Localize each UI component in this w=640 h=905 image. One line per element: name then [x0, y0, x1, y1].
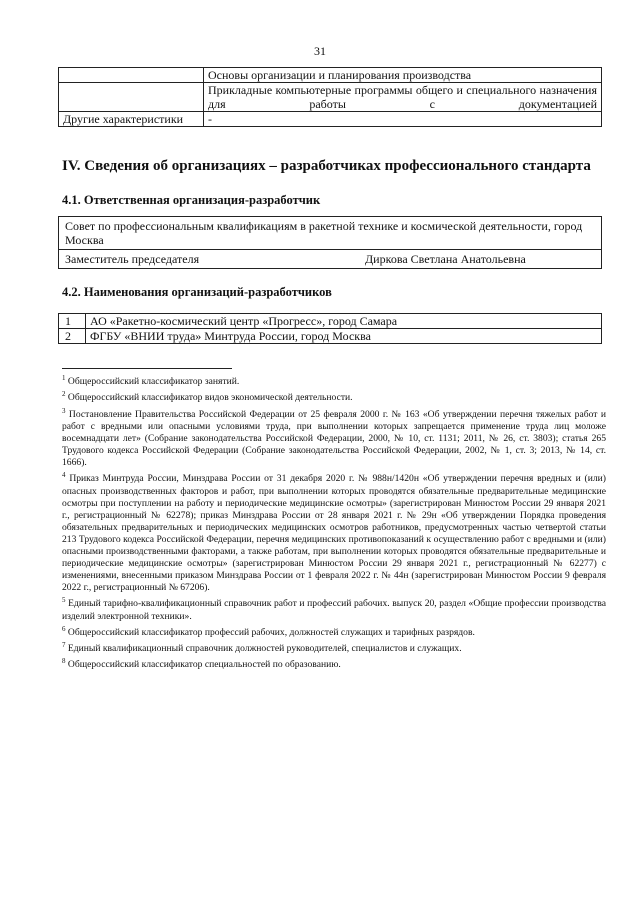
- footnote-number: 2: [62, 390, 66, 399]
- developer-number: 1: [59, 314, 86, 329]
- footnote: [62, 469, 606, 594]
- footnote-number: 7: [62, 641, 66, 649]
- footnote: [62, 639, 606, 655]
- subsection-title-developers: 4.2. Наименования организаций-разработчиков: [62, 285, 332, 299]
- signatory-name: Диркова Светлана Анатольевна: [365, 252, 526, 266]
- qualification-table: [58, 67, 602, 127]
- footnote-text: Общероссийский классификатор профессий рабочих, должностей служащих и тарифных разрядов.: [67, 626, 475, 638]
- row-value: -: [204, 112, 602, 127]
- footnote-divider: [62, 368, 232, 369]
- page-number: 31: [314, 44, 326, 58]
- table-row: [59, 250, 602, 269]
- footnotes: [62, 372, 606, 672]
- table-row: [59, 68, 602, 83]
- table-row: [59, 314, 602, 329]
- signatory: [65, 252, 595, 266]
- org-name: Совет по профессиональным квалификациям в ракетной технике и космической деятельности, город Москва: [59, 217, 602, 250]
- footnote-text: Общероссийский классификатор видов экономической деятельности.: [67, 392, 353, 404]
- footnote-number: 3: [62, 406, 66, 415]
- section-title: IV. Сведения об организациях – разработчиках профессионального стандарта: [62, 158, 591, 174]
- footnote: [62, 594, 606, 622]
- table-row: [59, 83, 602, 112]
- footnote-text: Единый тарифно-квалификационный справочник работ и профессий рабочих. выпуск 20, раздел «Общие профессии производства изделий электронной техники».: [62, 598, 606, 622]
- footnote-number: 1: [62, 374, 66, 382]
- footnote: [62, 405, 606, 470]
- signatory-position: Заместитель председателя: [65, 252, 200, 266]
- footnote-number: 6: [62, 624, 66, 633]
- responsible-org-table: [58, 216, 602, 269]
- footnote-text: Общероссийский классификатор занятий.: [67, 376, 240, 388]
- developer-name: ФГБУ «ВНИИ труда» Минтруда России, город Москва: [86, 329, 602, 344]
- footnote: [62, 655, 606, 671]
- row-label: Другие характеристики: [59, 112, 204, 127]
- row-value: Основы организации и планирования производства: [204, 68, 602, 83]
- footnote-text: Постановление Правительства Российской Федерации от 25 февраля 2000 г. № 163 «Об утверждении перечня тяжелых работ и работ с вредными или опасными условиями труда, при выполнении которых запрещается применение труда лиц моложе восемнадцати лет» (Собрание законодательства Российской Федерации, 2000, № 10, ст. 1131; 2011, № 26, ст. 3803); статья 265 Трудового кодекса Российской Федерации (Собрание законодательства Российской Федерации, 2002, № 1, ст. 3; 2013, № 14, ст. 1666).: [62, 408, 606, 469]
- footnote-text: Единый квалификационный справочник должностей руководителей, специалистов и служащих.: [67, 643, 462, 655]
- footnote-number: 5: [62, 596, 66, 605]
- table-row: [59, 329, 602, 344]
- subsection-title-responsible: 4.1. Ответственная организация-разработчик: [62, 193, 321, 207]
- table-row: [59, 217, 602, 250]
- row-label: [59, 83, 204, 112]
- footnote-number: 8: [62, 657, 66, 666]
- footnote-text: Приказ Минтруда России, Минздрава России от 31 декабря 2020 г. № 988н/1420н «Об утверждении перечня вредных и (или) опасных производственных факторов и работ, при выполнении которых проводятся обязательные предварительные медицинские осмотры при поступлении на работу и периодические медицинские осмотры» (зарегистрирован Минюстом России 29 января 2021 г., регистрационный № 62278); приказ Минздрава России от 28 января 2021 г. № 29н «Об утверждении Порядка проведения обязательных предварительных и периодических медицинских осмотров работников, предусмотренных частью четвертой статьи 213 Трудового кодекса Российской Федерации, перечня медицинских противопоказаний к осуществлению работ с вредными и (или) опасными производственными факторами, а также работам, при выполнении которых проводятся обязательные предварительные и периодические медицинские осмотры» (зарегистрирован Минюстом России 29 января 2021 г., регистрационный № 62277) с изменениями, внесенными приказом Минздрава России от 1 февраля 2022 г. № 44н (зарегистрирован Минюстом России 9 февраля 2022 г., регистрационный № 67206).: [62, 473, 606, 594]
- developer-number: 2: [59, 329, 86, 344]
- row-label: [59, 68, 204, 83]
- developers-table: [58, 313, 602, 344]
- footnote: [62, 623, 606, 639]
- footnote-number: 4: [62, 471, 66, 480]
- footnote: [62, 372, 606, 388]
- footnote: [62, 388, 606, 404]
- table-row: [59, 112, 602, 127]
- footnote-text: Общероссийский классификатор специальностей по образованию.: [67, 659, 341, 671]
- developer-name: АО «Ракетно-космический центр «Прогресс», город Самара: [86, 314, 602, 329]
- row-value: Прикладные компьютерные программы общего и специального назначения для работы с документацией: [204, 83, 602, 112]
- signatory-row: [59, 250, 602, 269]
